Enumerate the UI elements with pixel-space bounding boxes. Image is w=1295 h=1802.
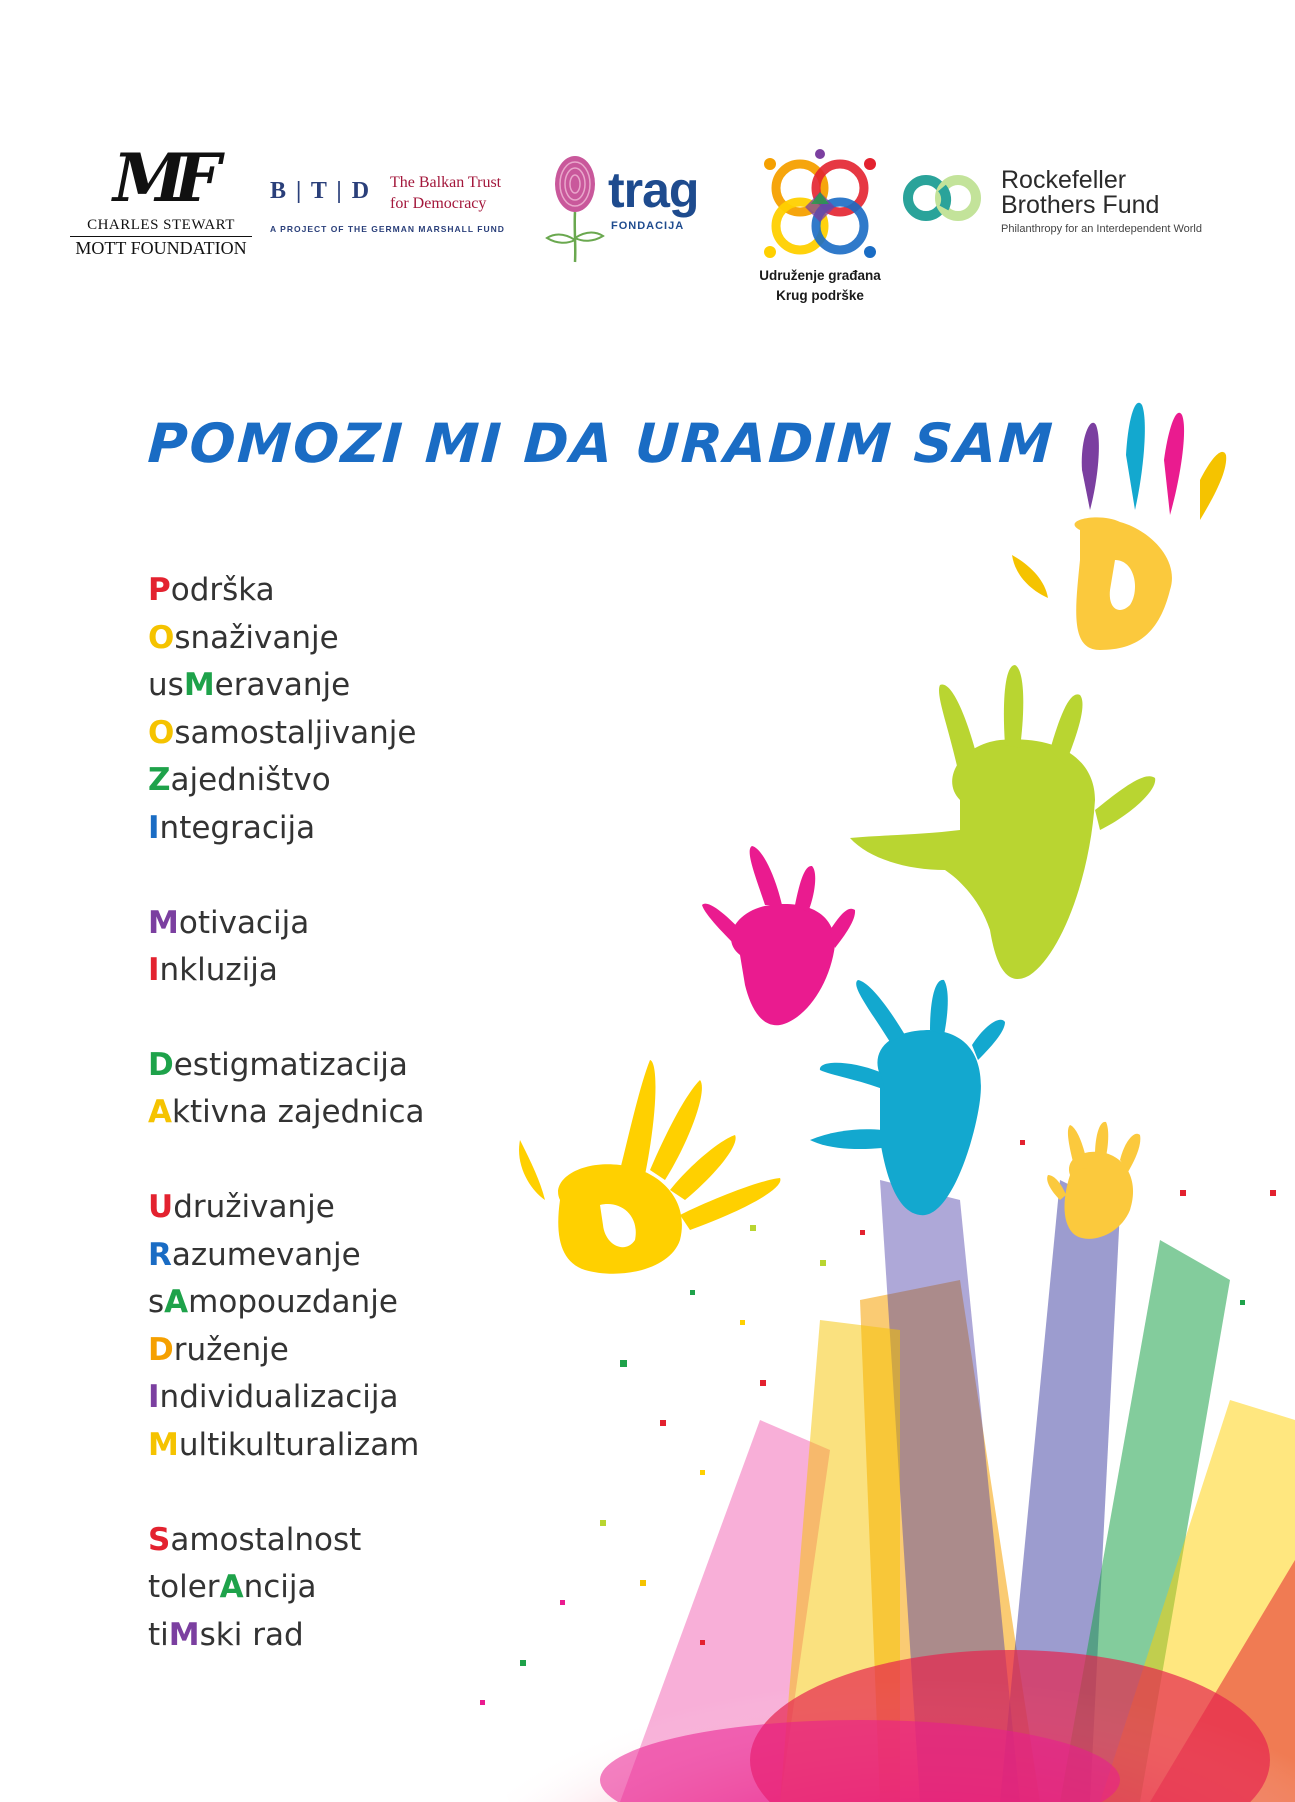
acronym-line [148, 947, 568, 995]
acronym-suffix: ruženje [173, 1331, 289, 1368]
burst-ray-gold [780, 1320, 900, 1802]
acronym-letter: M [148, 1426, 179, 1463]
acronym-suffix: azumevanje [171, 1236, 361, 1273]
acronym-letter: I [148, 952, 160, 989]
gold-hand-small [1047, 1122, 1140, 1239]
acronym-letter: M [148, 904, 179, 941]
mott-monogram-icon: MF [113, 139, 209, 217]
acronym-line [148, 1184, 568, 1232]
acronym-suffix: ncija [243, 1569, 317, 1606]
sponsor-logos [0, 0, 1295, 320]
acronym-line [148, 567, 568, 615]
acronym-line [148, 1422, 568, 1470]
krug-line1: Udruženje građana [759, 268, 881, 283]
acronym-suffix: ktivna zajednica [172, 1094, 425, 1131]
acronym-group [148, 1517, 568, 1660]
balkan-trust-logo [270, 170, 520, 240]
krug-name [745, 266, 895, 306]
rbf-tagline: Philanthropy for an Interdependent World [1001, 223, 1202, 235]
trag-wordmark: trag [608, 162, 699, 218]
acronym-line [148, 1564, 568, 1612]
acronym-group [148, 1042, 568, 1137]
burst-ray-magenta [620, 1420, 830, 1802]
acronym-prefix: us [148, 667, 184, 704]
acronym-suffix: estigmatizacija [173, 1046, 408, 1083]
acronym-letter: O [148, 619, 175, 656]
mott-name-line1: CHARLES STEWART [87, 217, 235, 233]
burst-core-red [750, 1650, 1270, 1802]
acronym-letter: I [148, 809, 160, 846]
btd-name-line2: for Democracy [390, 195, 487, 212]
acronym-letter: P [148, 572, 171, 608]
page-title: POMOZI MI DA URADIM SAM [146, 412, 1056, 475]
circle-people-icon [745, 148, 895, 263]
krug-podrske-logo [745, 148, 895, 308]
acronym-letter: Z [148, 762, 171, 799]
acronym-line [148, 1374, 568, 1422]
btd-tagline: A PROJECT OF THE GERMAN MARSHALL FUND [270, 224, 505, 234]
acronym-suffix: ndividualizacija [159, 1379, 399, 1416]
acronym-suffix: samostaljivanje [174, 714, 417, 751]
burst-ray-yellow [1100, 1400, 1295, 1802]
linked-rings-icon [898, 168, 988, 228]
acronym-group [148, 1184, 568, 1470]
btd-name-line1: The Balkan Trust [390, 174, 502, 191]
acronym-letter: S [148, 1521, 171, 1558]
acronym-letter: U [148, 1188, 174, 1225]
acronym-line [148, 1517, 568, 1565]
acronym-line [148, 805, 568, 853]
acronym-suffix: otivacija [178, 904, 310, 941]
krug-line2: Krug podrške [776, 288, 864, 303]
acronym-line [148, 1042, 568, 1090]
acronym-letter: A [148, 1094, 172, 1131]
acronym-line [148, 615, 568, 663]
btd-name [390, 172, 501, 214]
acronym-suffix: eravanje [214, 667, 351, 704]
acronym-line [148, 757, 568, 805]
acronym-line [148, 1327, 568, 1375]
acronym-line [148, 1232, 568, 1280]
pink-hand [702, 846, 855, 1025]
acronym-line [148, 710, 568, 758]
acronym-suffix: mopouzdanje [188, 1284, 398, 1321]
mott-name-line2: MOTT FOUNDATION [75, 238, 247, 258]
acronym-suffix: ski rad [199, 1616, 304, 1653]
acronym-group [148, 900, 568, 995]
acronym-line [148, 662, 568, 710]
mott-foundation-logo [66, 139, 256, 265]
acronym-suffix: druživanje [173, 1188, 335, 1225]
acronym-letter: A [164, 1284, 189, 1321]
acronym-line [148, 1089, 568, 1137]
burst-ray-orange [860, 1280, 1040, 1802]
trag-foundation-logo [545, 150, 725, 265]
acronym-list [148, 567, 568, 1706]
rbf-line1: Rockefeller [1001, 166, 1127, 194]
acronym-letter: D [148, 1046, 174, 1083]
acronym-letter: I [148, 1379, 160, 1416]
acronym-suffix: odrška [170, 572, 275, 608]
acronym-prefix: toler [148, 1569, 220, 1606]
rbf-line2: Brothers Fund [1001, 191, 1160, 219]
mott-divider [70, 236, 252, 237]
acronym-suffix: amostalnost [170, 1521, 362, 1558]
acronym-suffix: ntegracija [159, 809, 316, 846]
acronym-line [148, 900, 568, 948]
burst-cloud [500, 1560, 1295, 1802]
acronym-line [148, 1279, 568, 1327]
acronym-letter: A [219, 1569, 244, 1606]
acronym-line [148, 1612, 568, 1660]
cyan-hand [810, 980, 1005, 1215]
lime-hand [850, 665, 1155, 979]
burst-ray-green [1060, 1240, 1230, 1802]
acronym-suffix: ajedništvo [170, 762, 331, 799]
acronym-prefix: ti [148, 1616, 169, 1653]
burst-ray-red [1150, 1560, 1295, 1802]
burst-core-pink [600, 1720, 1120, 1802]
fingerprint-flower-icon [545, 150, 605, 265]
acronym-letter: R [148, 1236, 172, 1273]
acronym-suffix: nkluzija [159, 952, 278, 989]
rockefeller-brothers-fund-logo [898, 168, 1228, 238]
acronym-suffix: snaživanje [174, 619, 339, 656]
acronym-group [148, 567, 568, 853]
acronym-letter: M [183, 667, 215, 704]
acronym-suffix: ultikulturalizam [178, 1426, 420, 1463]
acronym-prefix: s [148, 1284, 165, 1321]
acronym-letter: D [148, 1331, 174, 1368]
paint-specks [480, 1140, 1276, 1705]
burst-ray-purple [880, 1180, 1020, 1802]
acronym-letter: M [168, 1616, 200, 1653]
burst-ray-indigo [1000, 1180, 1120, 1802]
paint-burst [480, 1140, 1295, 1802]
acronym-letter: O [148, 714, 175, 751]
btd-letters: B | T | D [270, 178, 372, 204]
rbf-name [1001, 168, 1159, 218]
trag-sub: FONDACIJA [611, 220, 685, 232]
